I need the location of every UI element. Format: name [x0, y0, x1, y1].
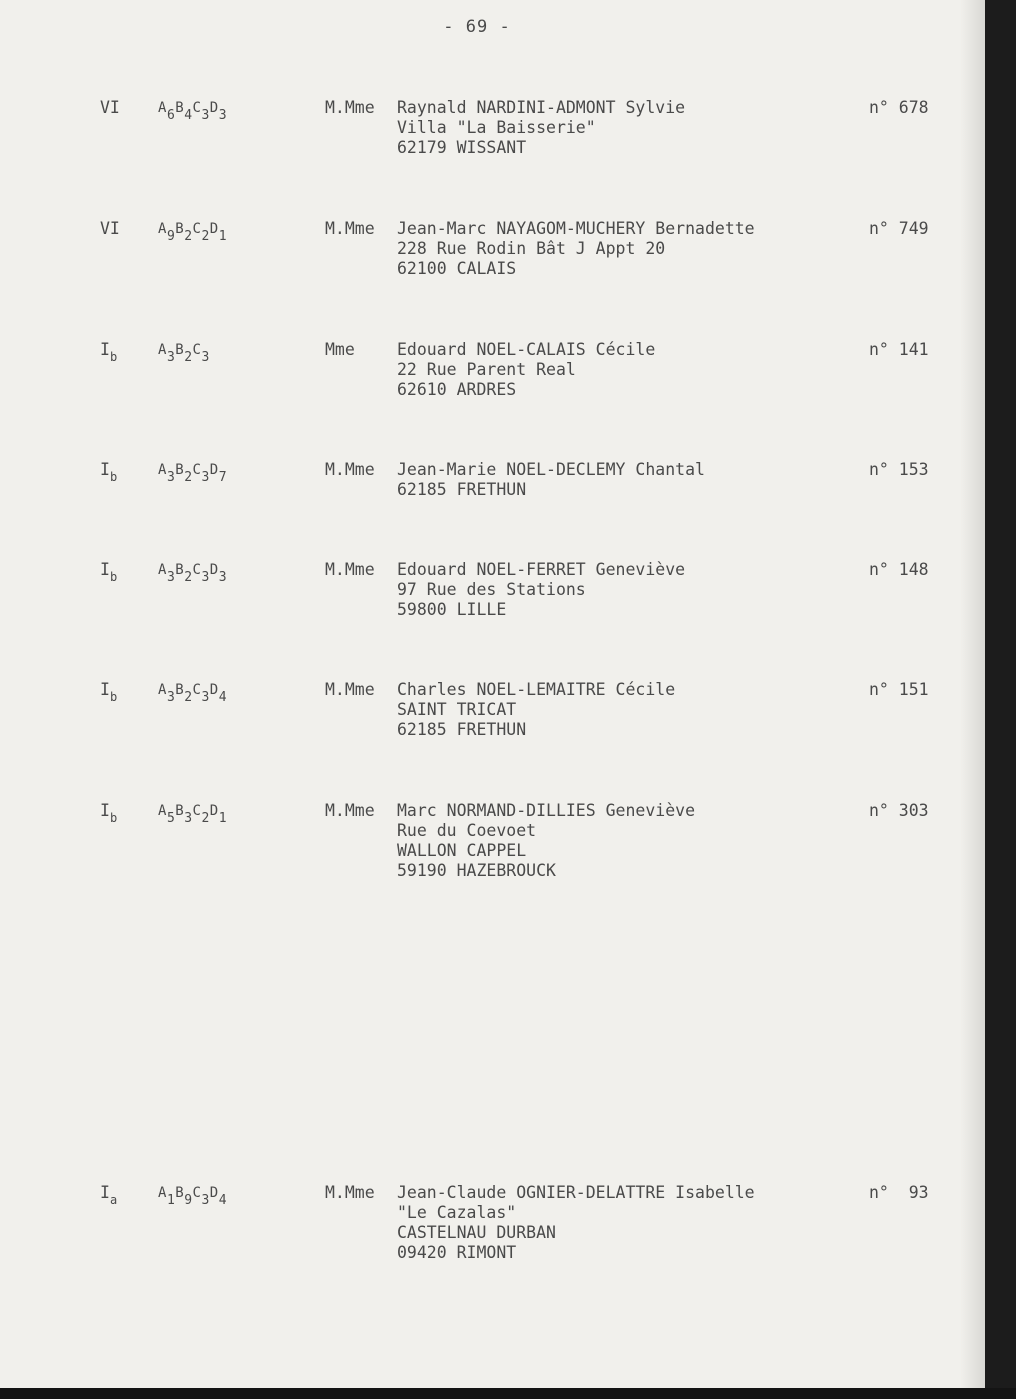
classification-sub: b — [109, 570, 118, 584]
civility-title: M.Mme — [325, 680, 375, 699]
code-index: 3 — [201, 108, 210, 123]
classification — [100, 460, 117, 487]
genealogy-code — [158, 98, 227, 126]
address-line: 22 Rue Parent Real — [397, 360, 576, 379]
code-index: 5 — [166, 811, 176, 826]
address-line: 59800 LILLE — [397, 600, 507, 619]
code-index: 1 — [166, 1193, 176, 1208]
civility-title: M.Mme — [325, 460, 375, 479]
code-letter: B — [175, 342, 185, 358]
code-index: 3 — [184, 811, 193, 826]
code-index: 9 — [184, 1193, 193, 1208]
code-letter: B — [175, 1185, 185, 1201]
classification-sub: b — [109, 690, 118, 704]
code-letter: A — [158, 803, 167, 819]
classification-main: I — [100, 801, 110, 820]
code-index: 3 — [201, 470, 210, 485]
code-index: 3 — [201, 1193, 210, 1208]
address-line: WALLON CAPPEL — [397, 841, 527, 860]
code-index: 4 — [218, 690, 228, 705]
address-line: 228 Rue Rodin Bât J Appt 20 — [397, 239, 666, 258]
classification-main: I — [100, 560, 110, 579]
code-letter: D — [209, 462, 219, 478]
code-index: 2 — [201, 229, 210, 244]
address-line: Villa "La Baisserie" — [397, 118, 596, 137]
code-letter: C — [192, 462, 202, 478]
entry-number: n° 749 — [869, 219, 929, 238]
code-letter: A — [158, 342, 167, 358]
code-letter: D — [209, 100, 219, 116]
code-letter: A — [158, 562, 167, 578]
classification — [100, 219, 120, 246]
code-letter: B — [175, 682, 185, 698]
code-letter: A — [158, 682, 167, 698]
person-name: Raynald NARDINI-ADMONT Sylvie — [397, 98, 686, 117]
code-index: 3 — [166, 690, 176, 705]
code-index: 3 — [201, 690, 210, 705]
code-letter: C — [192, 100, 202, 116]
code-index: 3 — [166, 570, 176, 585]
address-line: 97 Rue des Stations — [397, 580, 586, 599]
genealogy-code — [158, 340, 210, 368]
address-line: CASTELNAU DURBAN — [397, 1223, 556, 1242]
person-name: Marc NORMAND-DILLIES Geneviève — [397, 801, 696, 820]
person-name: Edouard NOEL-CALAIS Cécile — [397, 340, 656, 359]
page-edge-shadow — [960, 0, 985, 1388]
code-letter: D — [209, 682, 219, 698]
classification-sub: a — [109, 1193, 118, 1207]
genealogy-code — [158, 680, 227, 708]
address-line: 62100 CALAIS — [397, 259, 517, 278]
person-name: Charles NOEL-LEMAITRE Cécile — [397, 680, 676, 699]
person-name: Jean-Marc NAYAGOM-MUCHERY Bernadette — [397, 219, 755, 238]
code-index: 1 — [218, 229, 228, 244]
classification — [100, 1183, 117, 1210]
civility-title: Mme — [325, 340, 355, 359]
entry-number: n° 151 — [869, 680, 929, 699]
person-name: Edouard NOEL-FERRET Geneviève — [397, 560, 686, 579]
name-address-block — [397, 340, 655, 400]
code-index: 3 — [201, 570, 210, 585]
entry-number: n° 678 — [869, 98, 929, 117]
code-letter: A — [158, 100, 167, 116]
civility-title: M.Mme — [325, 219, 375, 238]
code-index: 2 — [184, 350, 193, 365]
genealogy-code — [158, 560, 227, 588]
code-letter: D — [209, 803, 219, 819]
name-address-block — [397, 98, 685, 158]
name-address-block — [397, 219, 755, 279]
person-name: Jean-Claude OGNIER-DELATTRE Isabelle — [397, 1183, 755, 1202]
code-letter: B — [175, 803, 185, 819]
code-index: 6 — [166, 108, 176, 123]
code-index: 9 — [166, 229, 176, 244]
code-letter: A — [158, 462, 167, 478]
genealogy-code — [158, 801, 227, 829]
classification-main: VI — [100, 98, 120, 117]
genealogy-code — [158, 219, 227, 247]
address-line: 62185 FRETHUN — [397, 720, 527, 739]
address-line: Rue du Coevoet — [397, 821, 537, 840]
code-index: 3 — [166, 470, 176, 485]
classification-main: I — [100, 1183, 110, 1202]
name-address-block — [397, 1183, 755, 1263]
page-number: - 69 - — [443, 17, 511, 37]
classification — [100, 680, 117, 707]
classification — [100, 560, 117, 587]
scan-border — [0, 1388, 1016, 1399]
code-index: 4 — [218, 1193, 228, 1208]
code-letter: C — [192, 682, 202, 698]
classification-main: I — [100, 680, 110, 699]
code-letter: C — [192, 562, 202, 578]
code-letter: C — [192, 221, 202, 237]
genealogy-code — [158, 1183, 227, 1211]
code-letter: C — [192, 1185, 202, 1201]
code-letter: D — [209, 221, 219, 237]
address-line: 62179 WISSANT — [397, 138, 527, 157]
code-letter: D — [209, 1185, 219, 1201]
name-address-block — [397, 801, 695, 881]
code-letter: B — [175, 100, 185, 116]
entry-number: n° 93 — [869, 1183, 929, 1202]
code-letter: B — [175, 221, 185, 237]
code-index: 3 — [218, 108, 228, 123]
classification-main: I — [100, 340, 110, 359]
code-letter: C — [192, 342, 202, 358]
civility-title: M.Mme — [325, 98, 375, 117]
code-index: 2 — [184, 570, 193, 585]
code-index: 7 — [218, 470, 228, 485]
code-index: 4 — [184, 108, 193, 123]
classification-sub: b — [109, 470, 118, 484]
classification-main: VI — [100, 219, 120, 238]
address-line: 09420 RIMONT — [397, 1243, 517, 1262]
code-index: 3 — [218, 570, 228, 585]
code-index: 2 — [201, 811, 210, 826]
civility-title: M.Mme — [325, 1183, 375, 1202]
classification-sub: b — [109, 811, 118, 825]
civility-title: M.Mme — [325, 560, 375, 579]
person-name: Jean-Marie NOEL-DECLEMY Chantal — [397, 460, 705, 479]
genealogy-code — [158, 460, 227, 488]
code-index: 3 — [166, 350, 176, 365]
classification — [100, 340, 117, 367]
code-index: 2 — [184, 229, 193, 244]
entry-number: n° 153 — [869, 460, 929, 479]
classification-sub: b — [109, 350, 118, 364]
classification-main: I — [100, 460, 110, 479]
code-letter: C — [192, 803, 202, 819]
code-letter: A — [158, 1185, 167, 1201]
code-index: 1 — [218, 811, 228, 826]
code-letter: A — [158, 221, 167, 237]
name-address-block — [397, 560, 685, 620]
classification — [100, 98, 120, 125]
address-line: SAINT TRICAT — [397, 700, 517, 719]
code-index: 2 — [184, 470, 193, 485]
address-line: 59190 HAZEBROUCK — [397, 861, 556, 880]
entry-number: n° 303 — [869, 801, 929, 820]
code-letter: B — [175, 462, 185, 478]
entry-number: n° 148 — [869, 560, 929, 579]
code-letter: B — [175, 562, 185, 578]
name-address-block — [397, 460, 705, 500]
classification — [100, 801, 117, 828]
code-index: 2 — [184, 690, 193, 705]
code-index: 3 — [201, 350, 210, 365]
name-address-block — [397, 680, 675, 740]
civility-title: M.Mme — [325, 801, 375, 820]
address-line: 62610 ARDRES — [397, 380, 517, 399]
code-letter: D — [209, 562, 219, 578]
address-line: "Le Cazalas" — [397, 1203, 517, 1222]
entry-number: n° 141 — [869, 340, 929, 359]
address-line: 62185 FRETHUN — [397, 480, 527, 499]
